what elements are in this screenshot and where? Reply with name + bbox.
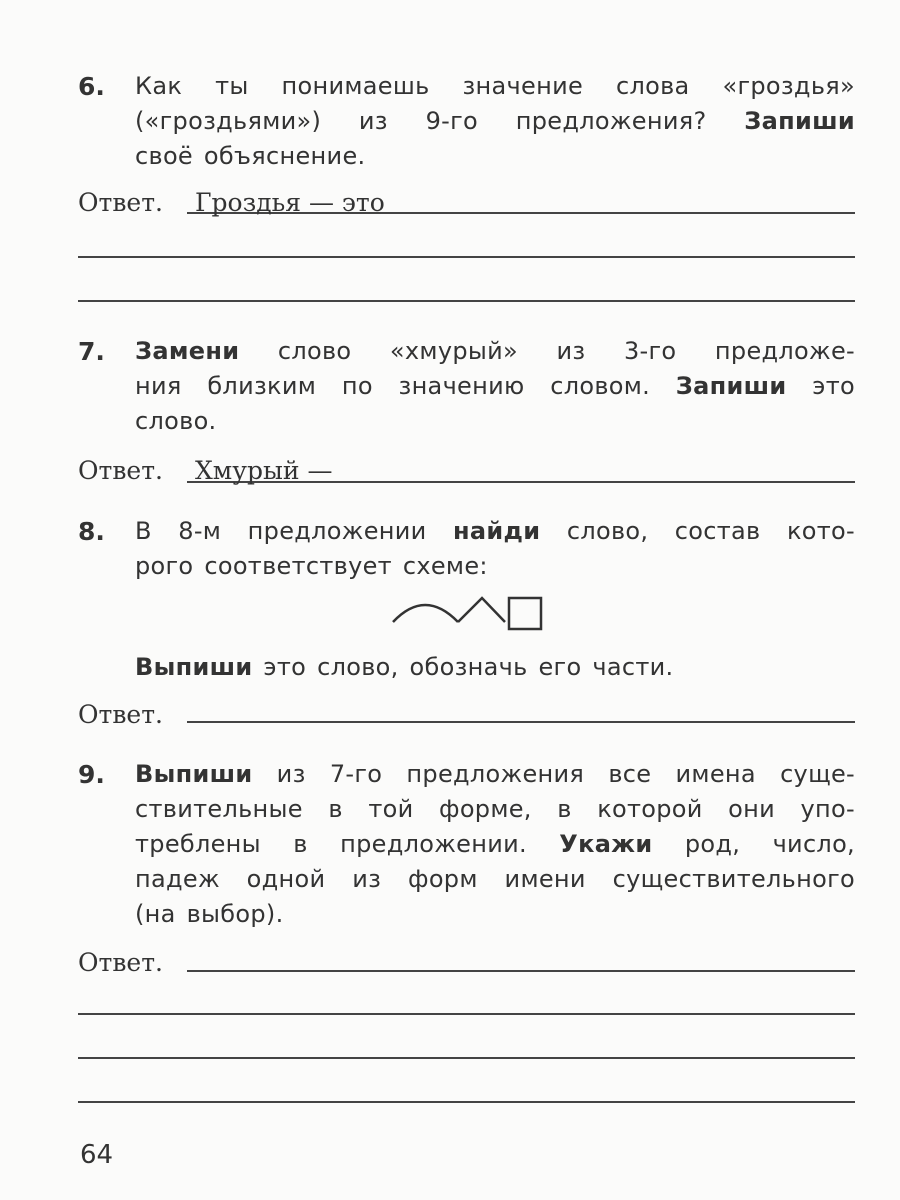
answer-prefill: Хмурый — — [195, 456, 333, 485]
answer-prefill: Гроздья — это — [195, 188, 385, 217]
question-line — [135, 830, 855, 858]
answer-line[interactable] — [187, 970, 855, 972]
answer-line[interactable] — [78, 256, 855, 258]
morpheme-scheme — [385, 590, 550, 635]
instruction-verb: Запиши — [675, 372, 787, 400]
answer-label: Ответ. — [78, 188, 163, 217]
question-text: это слово, обозначь его части. — [252, 653, 674, 681]
answer-label: Ответ. — [78, 456, 163, 485]
instruction-verb: найди — [453, 517, 541, 545]
ending-square-icon — [509, 598, 541, 629]
answer-line[interactable] — [78, 300, 855, 302]
question-text: треблены в предложении. — [135, 830, 560, 858]
instruction-verb: Выпиши — [135, 653, 253, 681]
question-line — [135, 72, 855, 100]
instruction-verb: Укажи — [559, 830, 653, 858]
question-text: это — [786, 372, 855, 400]
question-line — [135, 552, 855, 580]
question-line — [135, 653, 855, 681]
question-line — [135, 372, 855, 400]
answer-label: Ответ. — [78, 948, 163, 977]
answer-line[interactable] — [78, 1101, 855, 1103]
question-number: 7. — [78, 337, 105, 366]
question-text: ния близким по значению словом. — [135, 372, 676, 400]
question-text: своё объяснение. — [135, 142, 366, 170]
question-text: слово. — [135, 407, 217, 435]
answer-line[interactable] — [78, 1057, 855, 1059]
question-line — [135, 337, 855, 365]
answer-line[interactable] — [78, 1013, 855, 1015]
question-text: ствительные в той форме, в которой они упо- — [135, 795, 855, 823]
question-text: слово «хмурый» из 3-го предложе- — [239, 337, 855, 365]
instruction-verb: Запиши — [744, 107, 855, 135]
page-number: 64 — [80, 1140, 114, 1170]
suffix-caret-icon — [458, 598, 505, 622]
question-line — [135, 900, 855, 928]
question-text: рого соответствует схеме: — [135, 552, 488, 580]
question-number: 6. — [78, 72, 105, 101]
question-line — [135, 517, 855, 545]
instruction-verb: Выпиши — [135, 760, 253, 788]
question-text: падеж одной из форм имени существительного — [135, 865, 855, 893]
question-text: род, число, — [652, 830, 855, 858]
question-number: 9. — [78, 760, 105, 789]
instruction-verb: Замени — [135, 337, 240, 365]
question-number: 8. — [78, 517, 105, 546]
question-text: В 8-м предложении — [135, 517, 454, 545]
question-line — [135, 142, 855, 170]
question-line — [135, 407, 855, 435]
question-text: Как ты понимаешь значение слова «гроздья» — [135, 72, 855, 100]
question-text: (на выбор). — [135, 900, 284, 928]
answer-line[interactable] — [187, 721, 855, 723]
question-line — [135, 865, 855, 893]
question-text: («гроздьями») из 9-го предложения? — [135, 107, 745, 135]
question-line — [135, 795, 855, 823]
question-line — [135, 760, 855, 788]
question-text: слово, состав кото- — [540, 517, 855, 545]
question-line — [135, 107, 855, 135]
question-text: из 7-го предложения все имена суще- — [252, 760, 855, 788]
root-arc-icon — [393, 605, 458, 622]
answer-label: Ответ. — [78, 700, 163, 729]
